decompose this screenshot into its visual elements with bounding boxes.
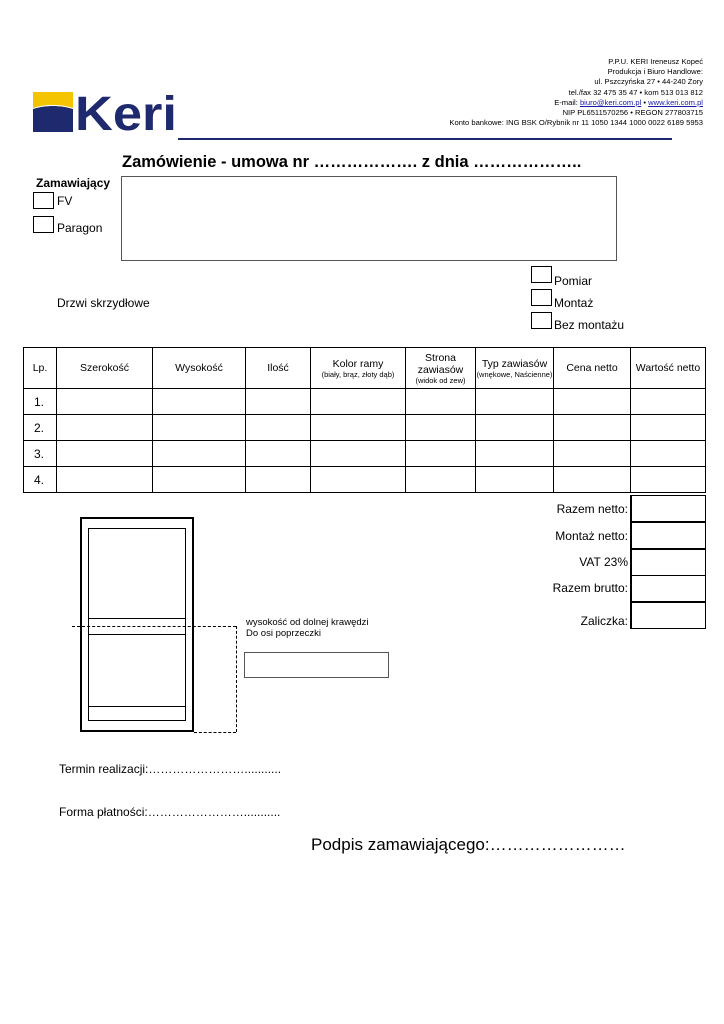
- table-cell[interactable]: [476, 441, 554, 467]
- table-cell[interactable]: [57, 441, 153, 467]
- table-cell[interactable]: [311, 441, 406, 467]
- customer-details-field[interactable]: [121, 176, 617, 261]
- table-cell[interactable]: [153, 467, 246, 493]
- crossbar-height-field[interactable]: [244, 652, 389, 678]
- col-frame-color: Kolor ramy (biały, brąz, złoty dąb): [311, 348, 406, 389]
- col-height: Wysokość: [153, 348, 246, 389]
- table-cell[interactable]: [311, 467, 406, 493]
- table-cell[interactable]: [476, 415, 554, 441]
- pomiar-label: Pomiar: [554, 274, 593, 288]
- crossbar-axis-line: [72, 626, 236, 627]
- col-hinge-side: Strona zawiasów (widok od zew): [406, 348, 476, 389]
- row-number: 2.: [24, 415, 57, 441]
- col-net-value: Wartość netto: [631, 348, 706, 389]
- order-table: [23, 347, 706, 493]
- montaz-checkbox[interactable]: [531, 289, 552, 306]
- table-cell[interactable]: [554, 467, 631, 493]
- installation-net-field[interactable]: [630, 522, 706, 549]
- email-link[interactable]: biuro@keri.com.pl: [579, 97, 642, 107]
- table-cell[interactable]: [57, 415, 153, 441]
- total-net-field[interactable]: [630, 495, 706, 522]
- table-cell[interactable]: [406, 441, 476, 467]
- row-number: 3.: [24, 441, 57, 467]
- completion-date: Termin realizacji:……………………...........: [59, 762, 282, 776]
- fv-label: FV: [57, 194, 73, 208]
- table-row: [24, 415, 706, 441]
- payment-method: Forma płatności:……………………...........: [59, 805, 281, 819]
- height-dimension-line: [236, 626, 237, 732]
- table-header-row: [24, 348, 706, 389]
- col-hinge-type: Typ zawiasów (wnękowe, Naścienne): [476, 348, 554, 389]
- height-note-line2: Do osi poprzeczki: [246, 628, 321, 639]
- table-cell[interactable]: [476, 467, 554, 493]
- total-gross-field[interactable]: [630, 575, 706, 602]
- col-lp: Lp.: [24, 348, 57, 389]
- company-address: ul. Pszczyńska 27 • 44-240 Żory: [594, 77, 703, 87]
- table-cell[interactable]: [153, 389, 246, 415]
- customer-signature: Podpis zamawiającego:……………………: [311, 835, 626, 854]
- table-cell[interactable]: [57, 467, 153, 493]
- table-cell[interactable]: [554, 389, 631, 415]
- installation-net-label: Montaż netto:: [555, 529, 628, 543]
- table-cell[interactable]: [406, 467, 476, 493]
- table-cell[interactable]: [153, 441, 246, 467]
- company-phone: tel./fax 32 475 35 47 • kom 513 013 812: [568, 87, 703, 97]
- website-link[interactable]: www.keri.com.pl: [648, 97, 703, 107]
- keri-logo: [33, 92, 179, 132]
- table-cell[interactable]: [311, 389, 406, 415]
- table-row: [24, 389, 706, 415]
- col-net-price: Cena netto: [554, 348, 631, 389]
- table-cell[interactable]: [246, 441, 311, 467]
- bez-montazu-label: Bez montażu: [554, 318, 625, 332]
- table-row: [24, 467, 706, 493]
- table-cell[interactable]: [554, 441, 631, 467]
- pomiar-checkbox[interactable]: [531, 266, 552, 283]
- company-office: Produkcja i Biuro Handlowe:: [607, 67, 703, 77]
- fv-checkbox[interactable]: [33, 192, 54, 209]
- table-row: [24, 441, 706, 467]
- table-cell[interactable]: [476, 389, 554, 415]
- door-crossbar-bottom: [88, 634, 186, 635]
- header-rule: [178, 138, 672, 140]
- deposit-field[interactable]: [630, 602, 706, 629]
- table-cell[interactable]: [153, 415, 246, 441]
- product-label: Drzwi skrzydłowe: [57, 296, 150, 310]
- company-nip: NIP PL6511570256 • REGON 277803715: [562, 108, 703, 118]
- table-cell[interactable]: [406, 389, 476, 415]
- total-net-label: Razem netto:: [556, 502, 628, 516]
- door-bottom-rail: [88, 706, 186, 707]
- row-number: 1.: [24, 389, 57, 415]
- paragon-checkbox[interactable]: [33, 216, 54, 233]
- montaz-label: Montaż: [554, 296, 594, 310]
- email-prefix: E-mail:: [554, 97, 580, 107]
- vat-label: VAT 23%: [579, 555, 628, 569]
- deposit-label: Zaliczka:: [580, 614, 628, 628]
- height-note-line1: wysokość od dolnej krawędzi: [246, 617, 369, 628]
- col-width: Szerokość: [57, 348, 153, 389]
- paragon-label: Paragon: [57, 221, 103, 235]
- table-cell[interactable]: [631, 441, 706, 467]
- customer-label: Zamawiający: [36, 176, 111, 190]
- bez-montazu-checkbox[interactable]: [531, 312, 552, 329]
- total-gross-label: Razem brutto:: [552, 581, 628, 595]
- door-leaf-outline: [88, 528, 186, 721]
- company-name: P.P.U. KERI Ireneusz Kopeć: [608, 57, 703, 66]
- table-cell[interactable]: [311, 415, 406, 441]
- page-title: Zamówienie - umowa nr ………………. z dnia ………………..: [122, 153, 582, 171]
- table-cell[interactable]: [631, 467, 706, 493]
- table-cell[interactable]: [631, 415, 706, 441]
- table-cell[interactable]: [246, 467, 311, 493]
- logo-text: Keri: [75, 92, 177, 132]
- company-bank: Konto bankowe: ING BSK O/Rybnik nr 11 1050 1344 1000 0022 6189 5953: [449, 118, 703, 128]
- table-cell[interactable]: [554, 415, 631, 441]
- company-info: [283, 57, 703, 128]
- door-crossbar-top: [88, 618, 186, 619]
- table-cell[interactable]: [246, 389, 311, 415]
- row-number: 4.: [24, 467, 57, 493]
- company-contact: [283, 98, 703, 108]
- table-cell[interactable]: [246, 415, 311, 441]
- table-cell[interactable]: [631, 389, 706, 415]
- col-quantity: Ilość: [246, 348, 311, 389]
- separator: •: [641, 97, 649, 107]
- vat-field[interactable]: [630, 549, 706, 576]
- bottom-edge-line: [194, 732, 236, 733]
- table-cell[interactable]: [57, 389, 153, 415]
- table-cell[interactable]: [406, 415, 476, 441]
